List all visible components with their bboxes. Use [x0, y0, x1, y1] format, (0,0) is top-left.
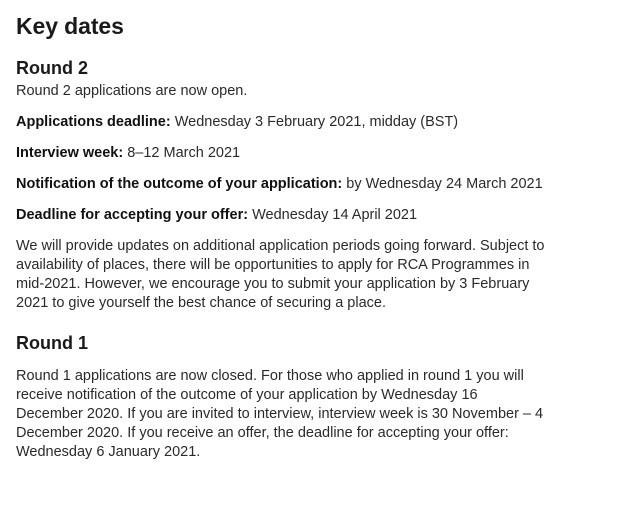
- interview-week-label: Interview week:: [16, 145, 124, 161]
- round-1-heading: Round 1: [16, 333, 88, 353]
- round-2-note: We will provide updates on additional application periods going forward. Subject to availability of places, there will be opportunities to apply for RCA Programmes in mid-2021. However, we encourage you to submit your application by 3 February 2021 to give yourself the best chance of securing a place.: [16, 238, 545, 311]
- round-2-status: Round 2 applications are now open.: [16, 83, 248, 99]
- offer-acceptance-deadline: [16, 206, 546, 225]
- notification-date-value: by Wednesday 24 March 2021: [342, 176, 543, 192]
- round-2-section: [16, 56, 546, 313]
- applications-deadline-label: Applications deadline:: [16, 114, 171, 130]
- interview-week-value: 8–12 March 2021: [123, 145, 241, 161]
- notification-date-label: Notification of the outcome of your application:: [16, 176, 343, 192]
- offer-acceptance-deadline-value: Wednesday 14 April 2021: [248, 207, 418, 223]
- applications-deadline-value: Wednesday 3 February 2021, midday (BST): [170, 114, 459, 130]
- round-2-heading: Round 2: [16, 58, 88, 78]
- interview-week: [16, 144, 546, 163]
- notification-date: [16, 175, 546, 194]
- page-title: Key dates: [16, 13, 124, 39]
- offer-acceptance-deadline-label: Deadline for accepting your offer:: [16, 207, 249, 223]
- applications-deadline: [16, 113, 546, 132]
- round-1-section: [16, 331, 546, 462]
- round-1-body: Round 1 applications are now closed. For those who applied in round 1 you will receive notification of the outcome of your application by Wednesday 16 December 2020. If you are invited to interview, interview week is 30 November – 4 December 2020. If you receive an offer, the deadline for accepting your offer: Wednesday 6 January 2021.: [16, 368, 544, 460]
